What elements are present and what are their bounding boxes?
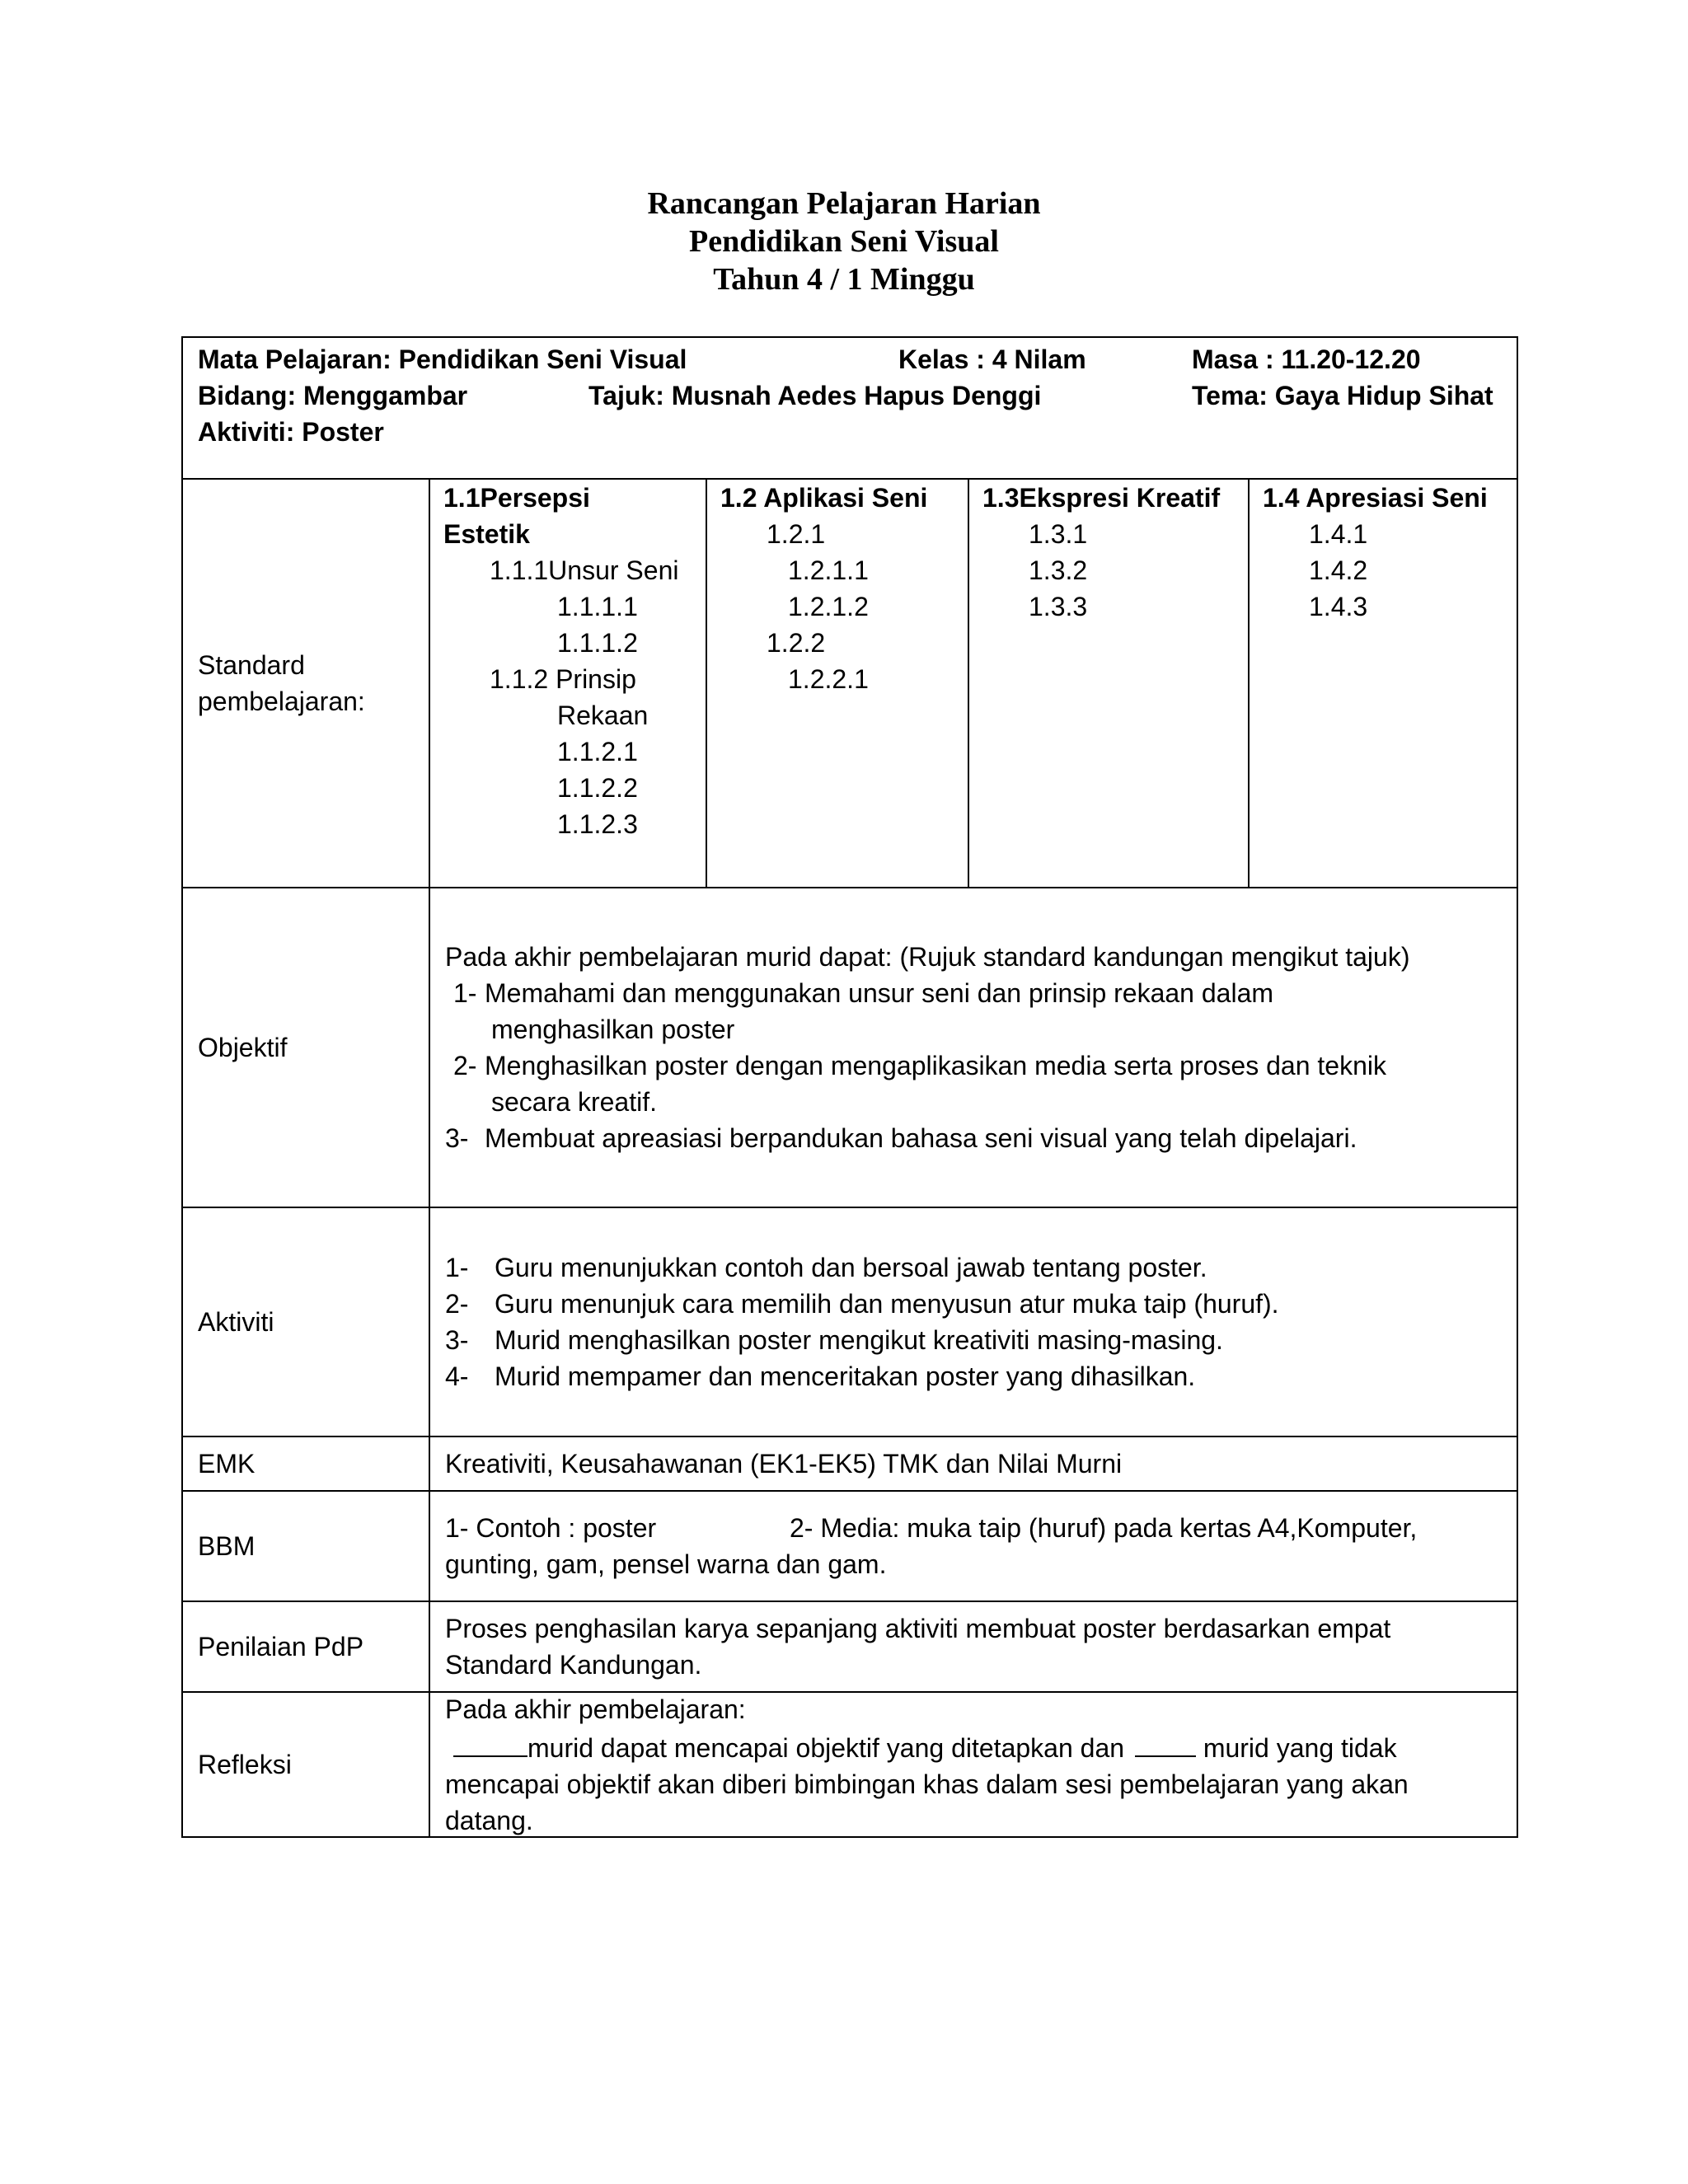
objektif-intro: Pada akhir pembelajaran murid dapat: (Rujuk standard kandungan mengikut tajuk) (445, 942, 1410, 972)
bidang: Bidang: Menggambar (198, 381, 468, 410)
tajuk: Tajuk: Musnah Aedes Hapus Denggi (588, 381, 1042, 410)
document-title (0, 185, 1688, 298)
aktiviti-item-1: 1- Guru menunjukkan contoh dan bersoal jawab tentang poster. (445, 1253, 1207, 1282)
bbm-content: 1- Contoh : poster 2- Media: muka taip (huruf) pada kertas A4,Komputer, gunting, gam, pensel warna dan gam. (430, 1492, 1517, 1601)
aktiviti-item-4: 4- Murid mempamer dan menceritakan poster yang dihasilkan. (445, 1361, 1196, 1391)
tema: Tema: Gaya Hidup Sihat (1192, 381, 1493, 410)
emk-content: Kreativiti, Keusahawanan (EK1-EK5) TMK dan Nilai Murni (445, 1449, 1123, 1479)
standard-col-ekspresi: 1.3Ekspresi Kreatif 1.3.1 1.3.2 1.3.3 (969, 480, 1250, 887)
penilaian-content: Proses penghasilan karya sepanjang aktiviti membuat poster berdasarkan empat Standard Kandungan. (445, 1614, 1391, 1680)
emk-row (183, 1436, 1517, 1490)
lesson-plan-table (181, 336, 1518, 1838)
aktiviti-label: Aktiviti (183, 1208, 430, 1436)
standard-label: Standard pembelajaran: (183, 480, 430, 887)
refleksi-label: Refleksi (183, 1693, 430, 1836)
objektif-item-1: 1- Memahami dan menggunakan unsur seni dan prinsip rekaan dalam (453, 978, 1274, 1008)
kelas: Kelas : 4 Nilam (898, 344, 1086, 374)
bbm-media: 2- Media: muka taip (huruf) pada kertas A4,Komputer, (790, 1513, 1418, 1543)
title-line-1: Rancangan Pelajaran Harian (647, 186, 1041, 221)
penilaian-label: Penilaian PdP (183, 1602, 430, 1691)
title-line-3: Tahun 4 / 1 Minggu (713, 262, 975, 297)
penilaian-row (183, 1601, 1517, 1691)
standard-col-apresiasi: 1.4 Apresiasi Seni 1.4.1 1.4.2 1.4.3 (1263, 483, 1488, 621)
refleksi-row (183, 1691, 1517, 1836)
aktiviti-item-3: 3- Murid menghasilkan poster mengikut kreativiti masing-masing. (445, 1325, 1223, 1355)
aktiviti-header: Aktiviti: Poster (198, 417, 384, 447)
emk-label: EMK (183, 1437, 430, 1490)
header-info (183, 338, 1517, 478)
aktiviti-row (183, 1207, 1517, 1436)
aktiviti-content (430, 1208, 1517, 1436)
objektif-item-2: 2- Menghasilkan poster dengan mengaplikasikan media serta proses dan teknik (453, 1051, 1386, 1080)
bbm-row (183, 1490, 1517, 1601)
masa: Masa : 11.20-12.20 (1192, 344, 1421, 374)
bbm-label: BBM (183, 1492, 430, 1601)
title-line-2: Pendidikan Seni Visual (689, 224, 999, 259)
objektif-row (183, 887, 1517, 1207)
mata-pelajaran: Mata Pelajaran: Pendidikan Seni Visual (198, 344, 687, 374)
refleksi-blank-1[interactable] (453, 1727, 528, 1757)
standard-row (183, 478, 1517, 887)
objektif-content: Pada akhir pembelajaran murid dapat: (Rujuk standard kandungan mengikut tajuk) 1- Memahami dan menggunakan unsur seni dan prinsip rekaan dalam menghasilkan poster 2- Menghasilkan poster dengan mengaplikasikan media serta proses dan teknik secara kreatif. 3- Membuat apreasiasi berpandukan bahasa seni visual yang telah dipelajari. (430, 888, 1517, 1207)
objektif-label: Objektif (183, 888, 430, 1207)
objektif-item-3: 3- Membuat apreasiasi berpandukan bahasa seni visual yang telah dipelajari. (445, 1123, 1357, 1153)
bbm-contoh: 1- Contoh : poster (445, 1513, 657, 1543)
aktiviti-item-2: 2- Guru menunjuk cara memilih dan menyusun atur muka taip (huruf). (445, 1289, 1279, 1319)
refleksi-content: Pada akhir pembelajaran: murid dapat mencapai objektif yang ditetapkan dan murid yang tidak mencapai objektif akan diberi bimbingan khas dalam sesi pembelajaran yang akan datang. (445, 1694, 1409, 1835)
standard-col-persepsi: 1.1Persepsi Estetik 1.1.1Unsur Seni 1.1.1.1 1.1.1.2 1.1.2 Prinsip Rekaan 1.1.2.1 1.1.2.2 1.1.2.3 (430, 480, 707, 887)
refleksi-blank-2[interactable] (1135, 1727, 1196, 1757)
standard-col-aplikasi: 1.2 Aplikasi Seni 1.2.1 1.2.1.1 1.2.1.2 1.2.2 1.2.2.1 (707, 480, 969, 887)
